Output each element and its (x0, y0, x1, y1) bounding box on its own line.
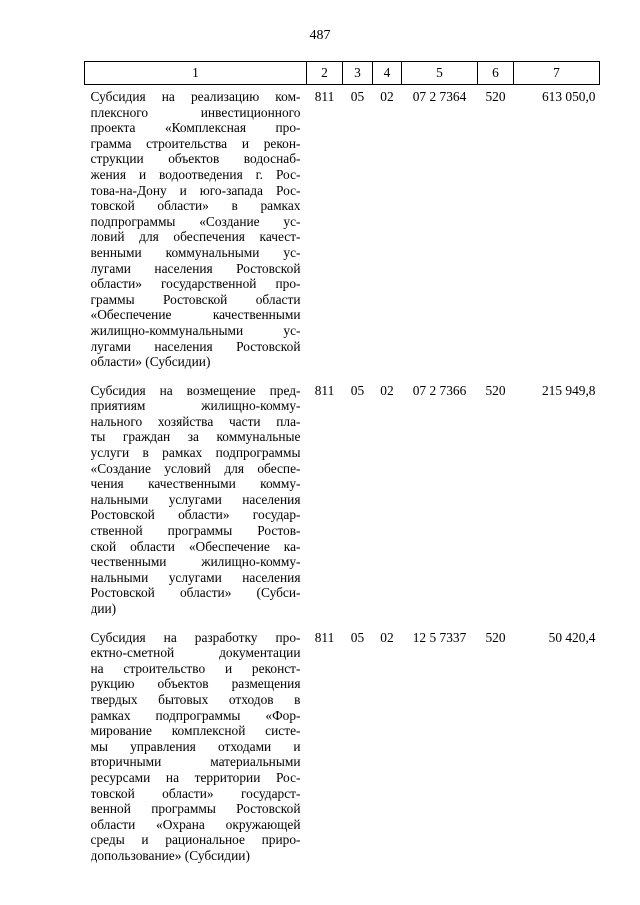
description-line: нального хозяйства части пла- (90, 413, 301, 429)
description-line: мирование комплексной систе- (90, 723, 301, 739)
row-subsection-code: 02 (380, 382, 394, 398)
description-line: товской области» государст- (90, 785, 301, 801)
description-line: «Создание условий для обеспе- (90, 460, 301, 476)
row-description (85, 85, 307, 379)
description-line: дии) (90, 601, 117, 616)
description-line: рамках подпрограммы «Фор- (90, 707, 301, 723)
description-line: плексного инвестиционного (90, 104, 301, 120)
row-amount: 215 949,8 (541, 382, 596, 398)
description-line: «Обеспечение качественными (90, 307, 301, 323)
description-line: вторичными материальными (90, 754, 301, 770)
row-amount: 613 050,0 (541, 89, 596, 104)
description-line: на строительство и реконст- (90, 660, 301, 676)
description-line: нальными услугами населения (90, 491, 301, 507)
description-line: Субсидия на возмещение пред- (90, 382, 301, 398)
description-line: рукцию объектов размещения (90, 676, 301, 692)
description-line: чения качественными комму- (90, 476, 301, 492)
description-line: допользование» (Субсидии) (90, 847, 250, 863)
description-line: подпрограммы «Создание ус- (90, 213, 301, 229)
description-line: мы управления отходами и (90, 738, 301, 754)
header-row (85, 62, 600, 85)
header-col-6: 6 (478, 62, 514, 85)
description-line: жения и водоотведения г. Рос- (90, 166, 301, 182)
description-line: ственной программы Ростов- (90, 523, 301, 539)
description-line: венной программы Ростовской (90, 801, 301, 817)
header-col-4: 4 (373, 62, 402, 85)
table-row (85, 626, 600, 873)
row-section-code: 05 (350, 382, 365, 398)
description-line: това-на-Дону и юго-запада Рос- (90, 182, 301, 198)
description-line: области» государственной про- (90, 276, 301, 292)
description-line: ресурсами на территории Рос- (90, 769, 301, 785)
description-line: ловий для обеспечения качест- (90, 229, 301, 245)
description-line: области» (Субсидии) (90, 354, 211, 370)
description-line: товской области» в рамках (90, 198, 301, 214)
description-line: области «Охрана окружающей (90, 816, 301, 832)
row-description (85, 626, 307, 873)
table-header (85, 62, 600, 85)
header-col-2: 2 (307, 62, 343, 85)
description-line: услуги в рамках подпрограммы (90, 445, 301, 461)
row-target-article: 07 2 7364 (412, 89, 467, 104)
row-description (85, 379, 307, 626)
description-line: нальными услугами населения (90, 569, 301, 585)
table-row (85, 379, 600, 626)
header-col-7: 7 (514, 62, 600, 85)
description-line: Ростовской области» (Субси- (90, 585, 301, 601)
row-section-code: 05 (350, 89, 365, 104)
header-col-5: 5 (402, 62, 478, 85)
row-subsection-code: 02 (380, 89, 394, 104)
table-body (85, 85, 600, 873)
description-line: Субсидия на реализацию ком- (90, 89, 301, 104)
description-line: Субсидия на разработку про- (90, 629, 301, 645)
row-target-article: 12 5 7337 (412, 629, 467, 645)
description-line: венными коммунальными ус- (90, 244, 301, 260)
header-col-3: 3 (343, 62, 373, 85)
description-line: граммы Ростовской области (90, 291, 301, 307)
row-amount: 50 420,4 (548, 629, 596, 645)
row-section-code: 05 (350, 629, 365, 645)
description-line: ты граждан за коммунальные (90, 429, 301, 445)
row-ministry-code: 811 (314, 89, 335, 104)
description-line: приятиям жилищно-комму- (90, 398, 301, 414)
description-line: лугами населения Ростовской (90, 338, 301, 354)
description-line: Ростовской области» государ- (90, 507, 301, 523)
description-line: ской области «Обеспечение ка- (90, 538, 301, 554)
description-line: среды и рациональное приро- (90, 832, 301, 848)
description-line: проекта «Комплексная про- (90, 120, 301, 136)
description-line: струкции объектов водоснаб- (90, 151, 301, 167)
header-col-1: 1 (85, 62, 307, 85)
description-line: лугами населения Ростовской (90, 260, 301, 276)
budget-table (84, 61, 600, 873)
row-expense-type: 520 (485, 382, 506, 398)
description-line: чественными жилищно-комму- (90, 554, 301, 570)
row-subsection-code: 02 (380, 629, 394, 645)
row-ministry-code: 811 (314, 629, 335, 645)
row-target-article: 07 2 7366 (412, 382, 467, 398)
row-ministry-code: 811 (314, 382, 335, 398)
description-line: твердых бытовых отходов в (90, 691, 301, 707)
description-line: жилищно-коммунальными ус- (90, 322, 301, 338)
row-expense-type: 520 (485, 89, 506, 104)
table-row (85, 85, 600, 379)
description-line: ектно-сметной документации (90, 645, 301, 661)
description-line: грамма строительства и рекон- (90, 135, 301, 151)
row-expense-type: 520 (485, 629, 506, 645)
page-number: 487 (309, 28, 331, 43)
